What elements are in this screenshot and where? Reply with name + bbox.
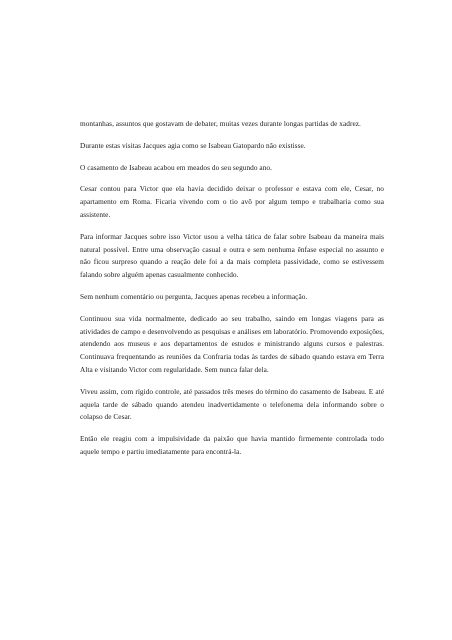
- paragraph: Sem nenhum comentário ou pergunta, Jacques apenas recebeu a informação.: [80, 291, 308, 301]
- paragraph: montanhas, assuntos que gostavam de debater, muitas vezes durante longas partidas de xadrez.: [80, 119, 361, 128]
- paragraph: Cesar contou para Victor que ela havia decidido deixar o professor e estava com ele, Cesar, no apartamento em Roma. Ficaria vivendo com o tio avô por algum tempo e trabalharia como sua assistente.: [80, 184, 384, 219]
- paragraph: Continuou sua vida normalmente, dedicado ao seu trabalho, saindo em longas viagens para as atividades de campo e desenvolvendo as pesquisas e análises em laboratório. Promovendo exposições, atendendo aos museus e aos departamentos de estudos e ministrando alguns cursos e palestras. Continuava frequentando as reuniões da Confraria todas às tardes de sábado quando estava em Terra Alta e visitando Victor com regularidade. Sem nunca falar dela.: [80, 313, 384, 374]
- paragraph: O casamento de Isabeau acabou em meados do seu segundo ano.: [80, 162, 272, 172]
- paragraph: Então ele reagiu com a impulsividade da paixão que havia mantido firmemente controlada todo aquele tempo e partiu imediatamente para encontrá-la.: [80, 434, 384, 456]
- paragraph: Para informar Jacques sobre isso Victor usou a velha tática de falar sobre Isabeau da maneira mais natural possível. Entre uma observação casual e outra e sem nenhuma ênfase especial no assunto e não ficou surpreso quando a reação dele foi a da mais completa passividade, como se estivessem falando sobre alguém apenas casualmente conhecido.: [80, 231, 384, 280]
- paragraph: Durante estas visitas Jacques agia como se Isabeau Gatopardo não existisse.: [80, 140, 306, 150]
- document-page: [80, 118, 384, 468]
- paragraph: Viveu assim, com rígido controle, até passados três meses do término do casamento de Isabeau. E até aquela tarde de sábado quando atendeu inadvertidamente o telefonema dela informando sobre o colapso de Cesar.: [80, 386, 384, 422]
